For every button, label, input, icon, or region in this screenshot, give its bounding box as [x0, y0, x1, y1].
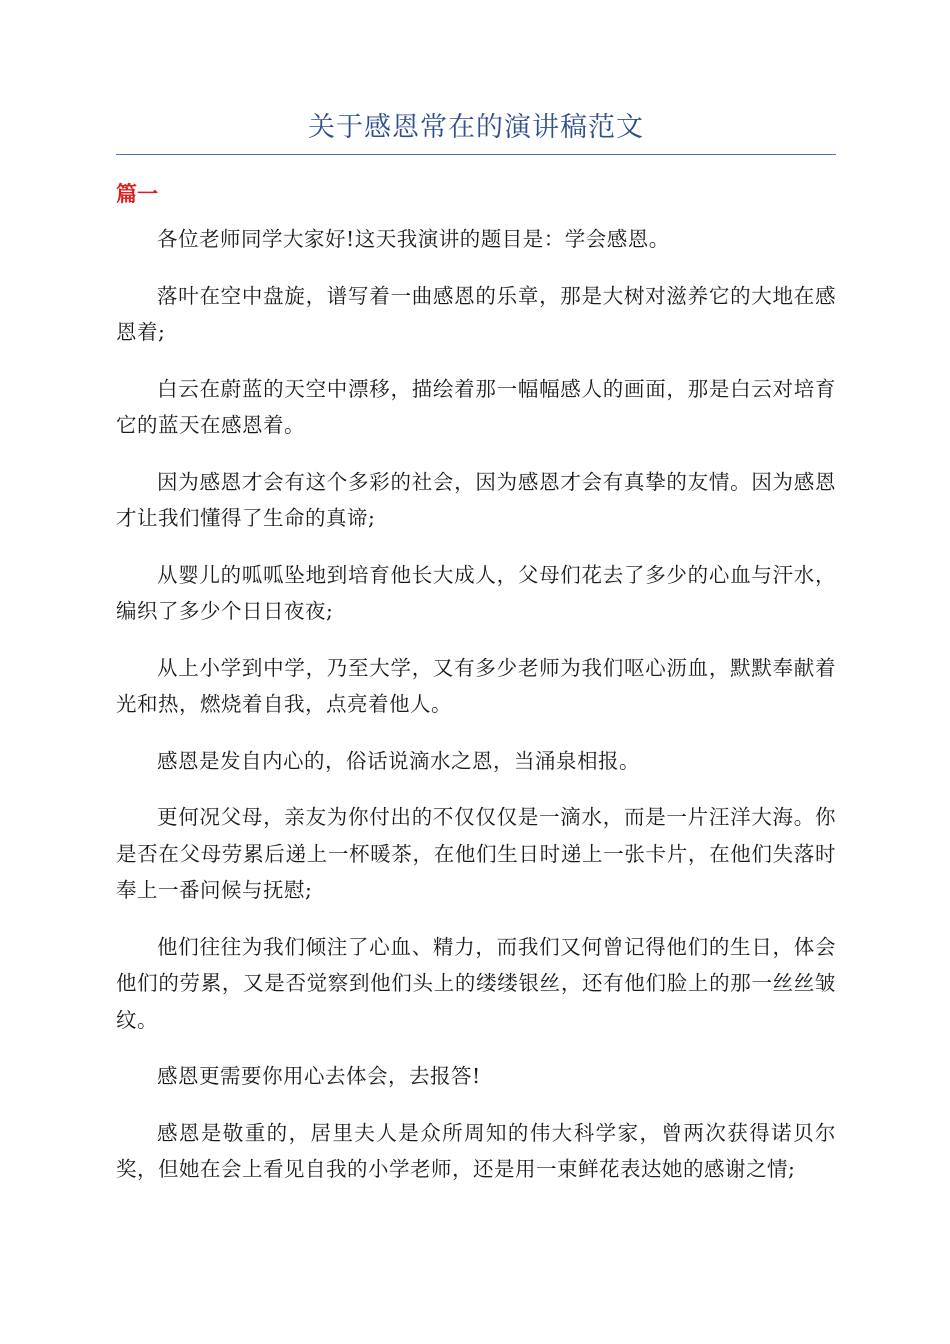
- paragraph: 因为感恩才会有这个多彩的社会，因为感恩才会有真挚的友情。因为感恩才让我们懂得了生命的真谛;: [116, 469, 836, 530]
- paragraph: 他们往往为我们倾注了心血、精力，而我们又何曾记得他们的生日，体会他们的劳累，又是否觉察到他们头上的缕缕银丝，还有他们脸上的那一丝丝皱纹。: [116, 934, 836, 1032]
- document-title: 关于感恩常在的演讲稿范文: [116, 108, 836, 155]
- paragraph: 落叶在空中盘旋，谱写着一曲感恩的乐章，那是大树对滋养它的大地在感恩着;: [116, 283, 836, 344]
- paragraph: 各位老师同学大家好!这天我演讲的题目是：学会感恩。: [157, 227, 670, 251]
- paragraph: 从上小学到中学，乃至大学，又有多少老师为我们呕心沥血，默默奉献着光和热，燃烧着自我，点亮着他人。: [116, 655, 836, 716]
- paragraph: 从婴儿的呱呱坠地到培育他长大成人，父母们花去了多少的心血与汗水，编织了多少个日日夜夜;: [116, 562, 836, 623]
- paragraph: 更何况父母，亲友为你付出的不仅仅仅是一滴水，而是一片汪洋大海。你是否在父母劳累后递上一杯暖茶，在他们生日时递上一张卡片，在他们失落时奉上一番问候与抚慰;: [116, 805, 836, 902]
- paragraph: 感恩更需要你用心去体会，去报答!: [157, 1064, 481, 1088]
- paragraph: 感恩是敬重的，居里夫人是众所周知的伟大科学家，曾两次获得诺贝尔奖，但她在会上看见自我的小学老师，还是用一束鲜花表达她的感谢之情;: [116, 1120, 836, 1181]
- document-page: [116, 108, 836, 1208]
- paragraph: 感恩是发自内心的，俗话说滴水之恩，当涌泉相报。: [157, 748, 640, 773]
- paragraph: 白云在蔚蓝的天空中漂移，描绘着那一幅幅感人的画面，那是白云对培育它的蓝天在感恩着。: [116, 376, 836, 437]
- document-body: [116, 221, 836, 1188]
- section-heading: 篇一: [116, 182, 158, 206]
